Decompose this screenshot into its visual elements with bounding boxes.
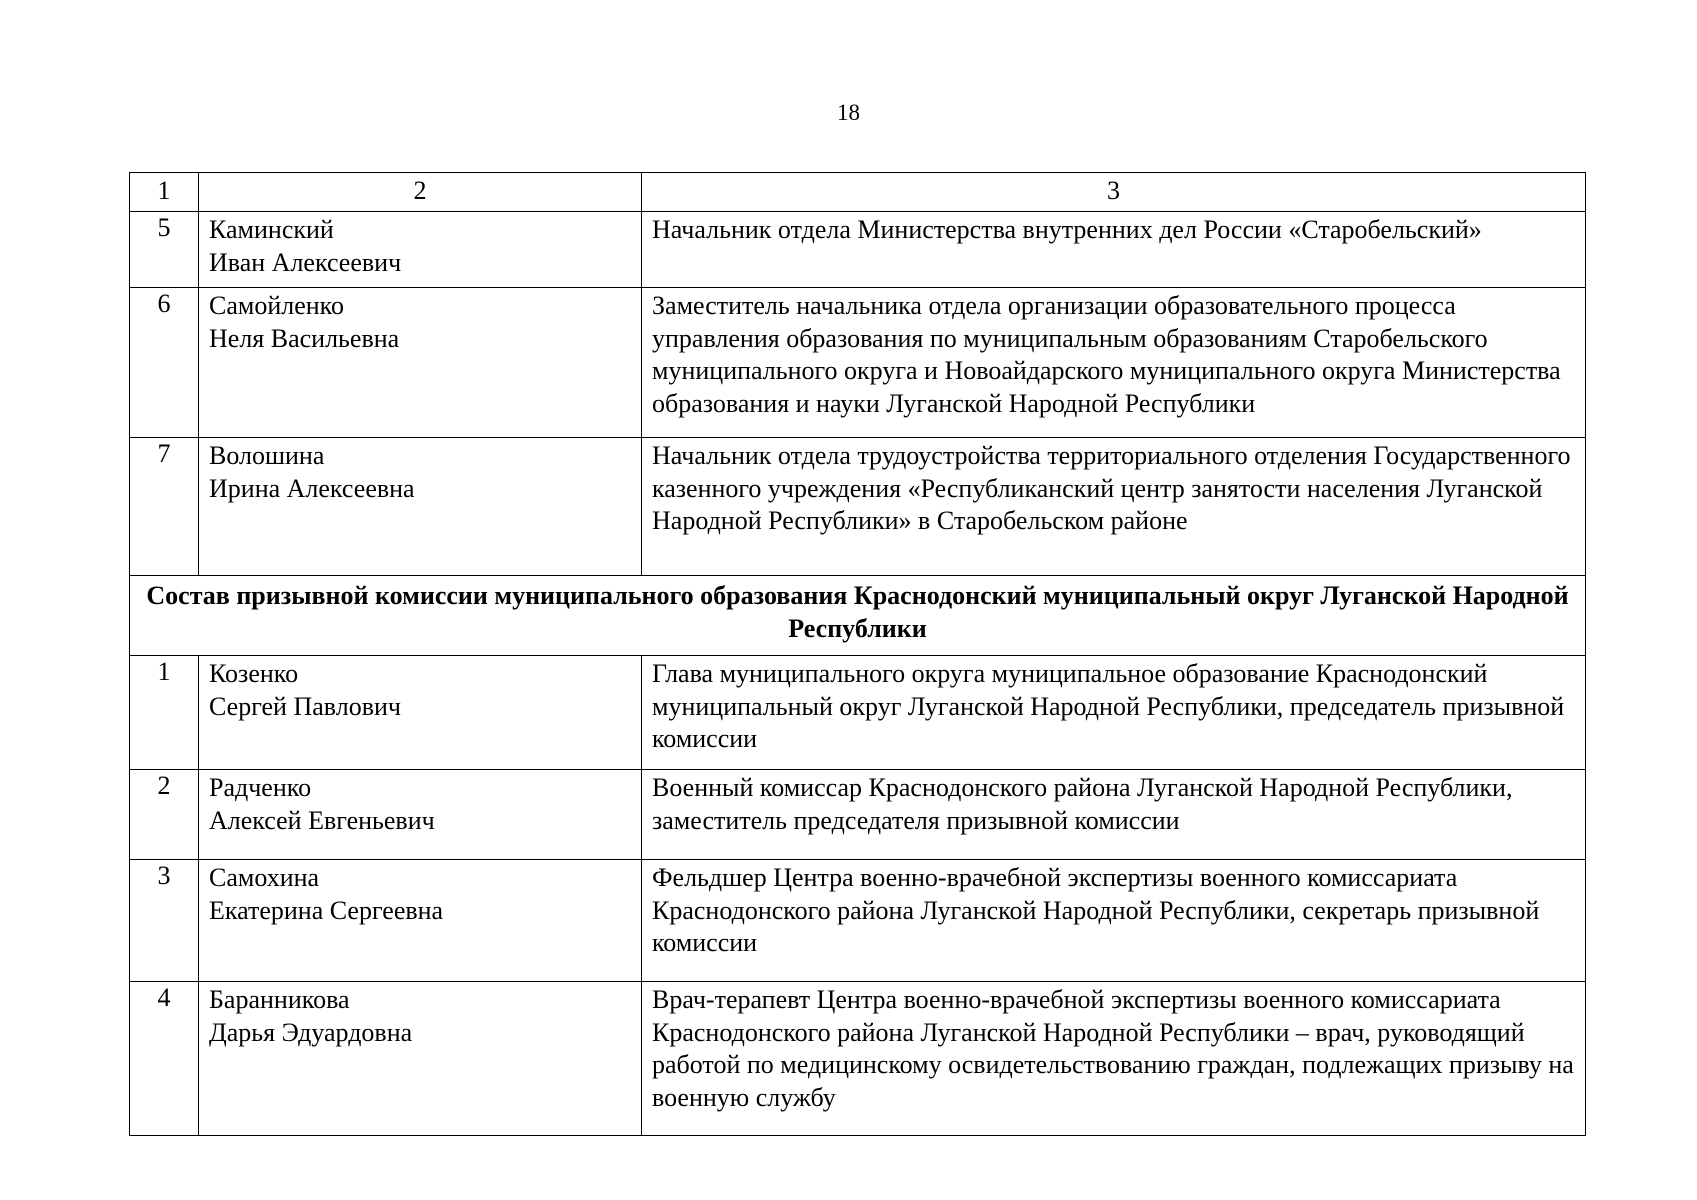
member-given-name: Екатерина Сергеевна — [209, 895, 444, 925]
member-given-name: Алексей Евгеньевич — [209, 805, 435, 835]
page-number: 18 — [837, 100, 860, 125]
row-number: 7 — [130, 438, 199, 576]
row-number: 3 — [130, 860, 199, 982]
table-row — [130, 860, 1586, 982]
member-name — [199, 770, 642, 860]
row-number: 2 — [130, 770, 199, 860]
member-surname: Козенко — [209, 659, 299, 688]
member-position: Глава муниципального округа муниципальное образование Краснодонский муниципальный округ Луганской Народной Республики, председатель призывной комиссии — [642, 656, 1586, 770]
member-given-name: Ирина Алексеевна — [209, 473, 415, 503]
member-position: Заместитель начальника отдела организации образовательного процесса управления образования по муниципальным образованиям Старобельского муниципального округа и Новоайдарского муниципального округа Министерства образования и науки Луганской Народной Республики — [642, 288, 1586, 438]
member-name — [199, 860, 642, 982]
member-given-name: Сергей Павлович — [209, 691, 401, 721]
member-name — [199, 212, 642, 288]
section-title: Состав призывной комиссии муниципального образования Краснодонский муниципальный округ Луганской Народной Республики — [130, 576, 1586, 656]
table-row — [130, 212, 1586, 288]
member-surname: Радченко — [209, 773, 312, 802]
member-name — [199, 656, 642, 770]
row-number: 6 — [130, 288, 199, 438]
member-name — [199, 982, 642, 1136]
member-given-name: Неля Васильевна — [209, 323, 400, 353]
member-name — [199, 438, 642, 576]
member-given-name: Иван Алексеевич — [209, 247, 402, 277]
member-surname: Самохина — [209, 863, 320, 892]
header-cell-3: 3 — [642, 173, 1586, 212]
member-name — [199, 288, 642, 438]
row-number: 1 — [130, 656, 199, 770]
member-surname: Каминский — [209, 215, 334, 244]
member-surname: Самойленко — [209, 291, 344, 320]
header-cell-2: 2 — [199, 173, 642, 212]
table-row — [130, 438, 1586, 576]
section-heading-row — [130, 576, 1586, 656]
commission-table — [129, 172, 1586, 1136]
member-position: Врач-терапевт Центра военно-врачебной экспертизы военного комиссариата Краснодонского района Луганской Народной Республики – врач, руководящий работой по медицинскому освидетельствованию граждан, подлежащих призыву на военную службу — [642, 982, 1586, 1136]
member-given-name: Дарья Эдуардовна — [209, 1017, 413, 1047]
table-header-row — [130, 173, 1586, 212]
member-position: Военный комиссар Краснодонского района Луганской Народной Республики, заместитель председателя призывной комиссии — [642, 770, 1586, 860]
row-number: 5 — [130, 212, 199, 288]
member-position: Начальник отдела Министерства внутренних дел России «Старобельский» — [642, 212, 1586, 288]
table-row — [130, 982, 1586, 1136]
row-number: 4 — [130, 982, 199, 1136]
table-row — [130, 770, 1586, 860]
member-position: Начальник отдела трудоустройства территориального отделения Государственного казенного учреждения «Республиканский центр занятости населения Луганской Народной Республики» в Старобельском районе — [642, 438, 1586, 576]
table-row — [130, 656, 1586, 770]
member-surname: Баранникова — [209, 985, 350, 1014]
member-surname: Волошина — [209, 441, 325, 470]
header-cell-1: 1 — [130, 173, 199, 212]
member-position: Фельдшер Центра военно-врачебной экспертизы военного комиссариата Краснодонского района Луганской Народной Республики, секретарь призывной комиссии — [642, 860, 1586, 982]
table-row — [130, 288, 1586, 438]
